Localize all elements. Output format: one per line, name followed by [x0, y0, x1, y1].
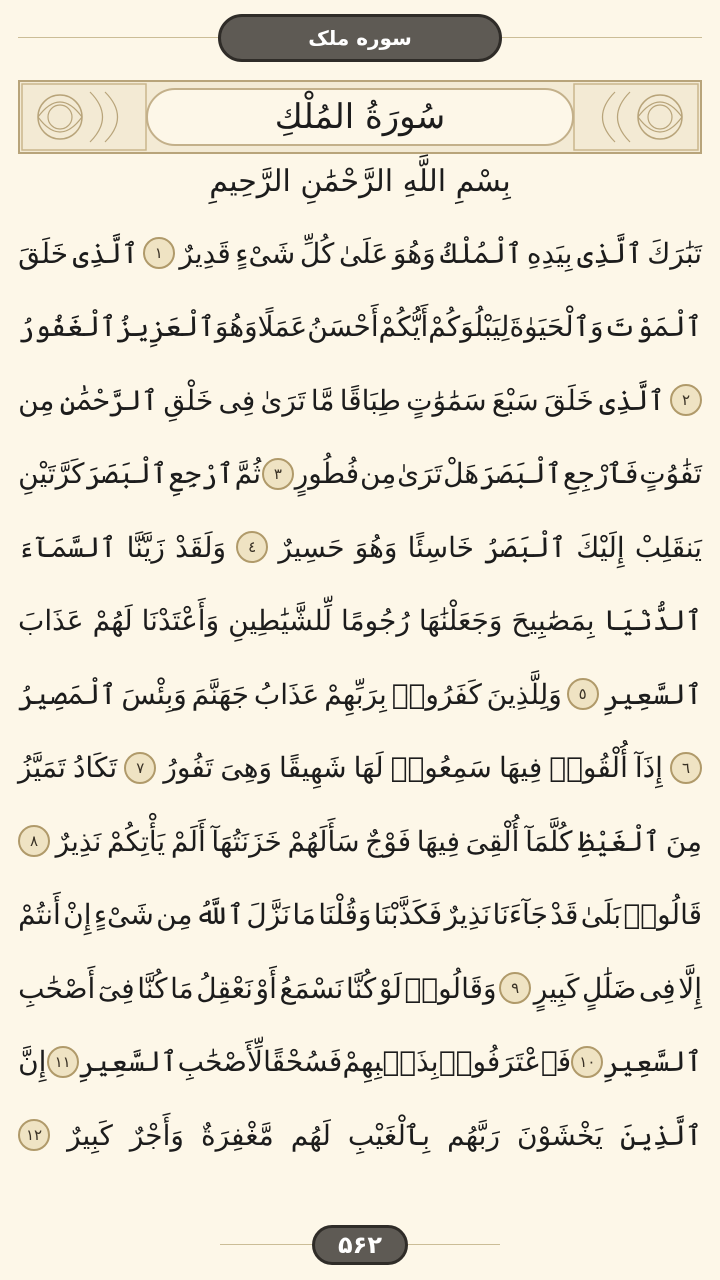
verse-word: وَهُوَ	[214, 310, 258, 343]
verse-word: لَوْ	[378, 971, 402, 1005]
verse-word: ٱلَّذِينَ	[619, 1118, 702, 1152]
verse-word: مَا	[170, 971, 194, 1005]
verse-word: ٱلْغَيْظِ	[578, 824, 661, 858]
ayah-number-marker: ١٠	[571, 1046, 603, 1078]
verse-word: إِنْ	[63, 898, 92, 931]
verse-word: ٱلسَّعِيرِ	[78, 1045, 178, 1078]
verse-word: بِٱلْغَيْبِ	[347, 1118, 431, 1152]
verse-word: سَمَٰوَٰتٍ	[406, 383, 487, 417]
verse-word: ٱلسَّعِيرِ	[603, 677, 702, 711]
ayah-number-marker: ٦	[670, 752, 702, 784]
verse-word: كَفَرُوا۟	[391, 677, 482, 711]
verse-word: لَهَا	[353, 751, 384, 784]
verse-word: قَالُوا۟	[623, 898, 702, 931]
ayah-number-marker: ٥	[567, 678, 599, 710]
verse-word: فُطُورٍ	[294, 457, 360, 490]
sura-name: سُورَةُ المُلْكِ	[274, 97, 446, 137]
verse-word: كُنَّا	[345, 971, 377, 1005]
ayah-number-marker: ٣	[262, 458, 294, 490]
verse-word: يَخْشَوْنَ	[517, 1118, 603, 1152]
verse-word: ٱلْبَصَرُ	[484, 530, 567, 564]
text-line	[18, 441, 702, 507]
header-divider-right	[502, 37, 702, 38]
ayah-number-marker: ٢	[670, 384, 702, 416]
verse-word: مِن	[156, 898, 193, 931]
verse-word: عَذَابَ	[18, 604, 84, 637]
verse-word: طِبَاقًا	[339, 383, 401, 417]
text-line	[18, 735, 702, 801]
verse-word: وَهُوَ	[354, 530, 398, 564]
verse-word: جَهَنَّمَ	[191, 677, 249, 711]
verse-word: نَسْمَعُ	[279, 971, 344, 1005]
verse-word: إِنَّ	[18, 1045, 47, 1078]
verse-word: وَبِئْسَ	[121, 677, 187, 711]
verse-word: فِى	[218, 383, 256, 417]
verse-word: لِيَبْلُوَكُمْ	[428, 310, 510, 343]
text-line	[18, 1102, 702, 1168]
ayah-number-marker: ١٢	[18, 1119, 50, 1151]
verse-word: إِلَّا	[678, 971, 702, 1005]
verse-word: فَسُحْقًا	[263, 1045, 343, 1078]
verse-word: وَهُوَ	[392, 236, 436, 270]
verse-word: كُلِّ	[299, 236, 335, 270]
text-line	[18, 955, 702, 1021]
verse-word: كُنَّا	[137, 971, 168, 1005]
verse-word: شَىْءٍ	[93, 898, 154, 931]
page-number: ۵۶۲	[338, 1231, 382, 1259]
verse-word: حَسِيرٌ	[278, 530, 345, 564]
text-line	[18, 882, 702, 948]
text-line	[18, 367, 702, 433]
verse-word: لَهُم	[290, 1118, 331, 1152]
verse-word: تَكَادُ	[72, 751, 118, 784]
text-line	[18, 1029, 702, 1095]
verse-word: ٱلَّذِى	[599, 383, 665, 417]
verse-word: تَفَٰوُتٍ	[639, 457, 702, 490]
verse-word: وَأَجْرٌ	[129, 1118, 184, 1152]
verse-word: نَعْقِلُ	[196, 971, 253, 1005]
verse-word: فِيهَا	[498, 751, 543, 784]
verse-word: زَيَّنَّا	[126, 530, 165, 564]
verse-word: وَلَقَدْ	[175, 530, 226, 564]
verse-word: قَدْ	[550, 898, 579, 931]
verse-word: وَجَعَلْنَٰهَا	[418, 604, 503, 637]
verse-word: خَلَقَ	[18, 236, 69, 270]
ayah-number-marker: ٩	[499, 972, 531, 1004]
ayah-number-marker: ٨	[18, 825, 50, 857]
verse-word: فَٱرْجِعِ	[562, 457, 639, 490]
verse-word: وَقَالُوا۟	[404, 971, 497, 1005]
verse-word: هَلْ	[443, 457, 480, 490]
verse-word: أَلَمْ	[170, 824, 206, 858]
verse-word: شَىْءٍ	[235, 236, 296, 270]
verse-word: رَبَّهُم	[447, 1118, 500, 1152]
verse-word: ٱرْجِعِ	[168, 457, 234, 490]
verse-word: سَمِعُوا۟	[390, 751, 492, 784]
ayah-number-marker: ٤	[236, 531, 268, 563]
verse-word: ٱلسَّعِيرِ	[603, 1045, 702, 1078]
verse-word: سَأَلَهُمْ	[287, 824, 360, 858]
verse-word: ٱلْمَوْتَ	[603, 310, 702, 343]
verse-word: فِىٓ	[97, 971, 135, 1005]
verse-word: أَصْحَٰبِ	[18, 971, 96, 1005]
verse-word: فَٱعْتَرَفُوا۟	[438, 1045, 572, 1078]
footer-divider-right	[408, 1244, 500, 1245]
verse-word: تَرَىٰ	[397, 457, 443, 490]
verse-word: نَذِيرٌ	[55, 824, 102, 858]
verse-word: خَلْقِ	[163, 383, 214, 417]
verse-word: يَنقَلِبْ	[634, 530, 702, 564]
text-line	[18, 220, 702, 286]
verse-word: كَبِيرٌ	[67, 1118, 113, 1152]
text-line	[18, 514, 702, 580]
ornament-left-icon	[20, 82, 148, 152]
verse-word: ٱلْغَفُورُ	[17, 310, 117, 343]
verse-word: عَلَىٰ	[338, 236, 389, 270]
verse-word: لَهُمْ	[92, 604, 133, 637]
verse-word: وَأَعْتَدْنَا	[141, 604, 220, 637]
verse-word: سَبْعَ	[491, 383, 539, 417]
verse-word: وَٱلْحَيَوٰةَ	[509, 310, 604, 343]
sura-title-frame	[18, 80, 702, 154]
verse-word: عَمَلًا	[257, 310, 308, 343]
verse-word: فِى	[638, 971, 676, 1005]
verse-word: ٱلَّذِى	[577, 236, 643, 270]
verse-word: كَرَّتَيْنِ	[18, 457, 85, 490]
verse-word: ٱلْمُلْكُ	[440, 236, 523, 270]
verse-word: فَوْجٌ	[365, 824, 412, 858]
verse-word: أُلْقِىَ	[465, 824, 520, 858]
verse-word: رُجُومًا	[341, 604, 410, 637]
verse-word: قَدِيرٌ	[179, 236, 231, 270]
verse-word: بِرَبِّهِمْ	[324, 677, 387, 711]
verse-word: ٱلْعَزِيزُ	[116, 310, 215, 343]
verse-word: عَذَابُ	[253, 677, 320, 711]
verse-word: ٱلْبَصَرَ	[479, 457, 562, 490]
ayah-number-marker: ٧	[124, 752, 156, 784]
verse-word: ٱلَّذِى	[72, 236, 139, 270]
verse-word: مِن	[18, 383, 55, 417]
verse-word: فَكَذَّبْنَا	[373, 898, 443, 931]
verse-word: خَلَقَ	[543, 383, 594, 417]
ornament-right-icon	[572, 82, 700, 152]
verse-word: أُلْقُوا۟	[549, 751, 628, 784]
verse-word: بِذَنۢبِهِمْ	[342, 1045, 439, 1078]
text-line	[18, 808, 702, 874]
verse-word: خَاسِئًا	[407, 530, 474, 564]
verse-word: بِمَصَٰبِيحَ	[511, 604, 595, 637]
verse-word: ثُمَّ	[234, 457, 262, 490]
verse-word: لِّلشَّيَٰطِينِ	[228, 604, 333, 637]
ayah-number-marker: ١١	[47, 1046, 79, 1078]
basmala: بِسْمِ اللَّهِ الرَّحْمَٰنِ الرَّحِيمِ	[209, 164, 511, 199]
verse-word: مَا	[292, 898, 316, 931]
verse-word: مِنَ	[665, 824, 702, 858]
verse-word: ضَلَٰلٍ	[582, 971, 637, 1005]
verse-word: شَهِيقًا	[279, 751, 347, 784]
sura-header-pill	[218, 14, 502, 62]
verse-word: تَرَىٰ	[260, 383, 306, 417]
text-line	[18, 661, 702, 727]
verse-word: خَزَنَتُهَآ	[211, 824, 282, 858]
verse-word: مَّغْفِرَةٌ	[200, 1118, 274, 1152]
verse-word: تَبَٰرَكَ	[647, 236, 702, 270]
verse-word: جَآءَنَا	[492, 898, 548, 931]
verse-word: ٱلدُّنْيَا	[603, 604, 702, 637]
verse-word: ٱلْبَصَرَ	[85, 457, 168, 490]
verse-word: إِذَآ	[634, 751, 663, 784]
verse-word: أَنتُمْ	[18, 898, 61, 931]
verse-word: فِيهَا	[416, 824, 461, 858]
verse-word: مِن	[359, 457, 397, 490]
verse-word: أَيُّكُمْ	[378, 310, 429, 343]
verse-word: أَحْسَنُ	[307, 310, 379, 343]
verse-word: تَمَيَّزُ	[18, 751, 66, 784]
header-divider-left	[18, 37, 218, 38]
verse-word: تَفُورُ	[163, 751, 214, 784]
verse-word: ٱلرَّحْمَٰنِ	[59, 383, 159, 417]
verse-word: نَزَّلَ	[246, 898, 290, 931]
verse-word: كَبِيرٍ	[533, 971, 580, 1005]
sura-name-cartouche	[146, 88, 574, 146]
verse-word: بِيَدِهِ	[526, 236, 573, 270]
verse-word: نَذِيرٌ	[444, 898, 491, 931]
verse-word: وَقُلْنَا	[318, 898, 372, 931]
text-line	[18, 588, 702, 654]
verse-word: وَلِلَّذِينَ	[486, 677, 562, 711]
verse-word: أَوْ	[255, 971, 277, 1005]
sura-header-title: سوره ملک	[308, 26, 412, 50]
verse-word: بَلَىٰ	[580, 898, 622, 931]
verse-word: ٱللَّهُ	[194, 898, 245, 931]
verse-word: لِّأَصْحَٰبِ	[177, 1045, 263, 1078]
verse-word: إِلَيْكَ	[576, 530, 625, 564]
ayah-number-marker: ١	[143, 237, 175, 269]
verse-word: مَّا	[310, 383, 335, 417]
page-number-pill	[312, 1225, 408, 1265]
verse-word: كُلَّمَآ	[525, 824, 573, 858]
verse-word: وَهِىَ	[220, 751, 272, 784]
footer-divider-left	[220, 1244, 312, 1245]
verse-word: ٱلْمَصِيرُ	[18, 677, 117, 711]
verse-word: يَأْتِكُمْ	[106, 824, 166, 858]
verse-word: ٱلسَّمَآءَ	[18, 530, 117, 564]
text-line	[18, 294, 702, 360]
